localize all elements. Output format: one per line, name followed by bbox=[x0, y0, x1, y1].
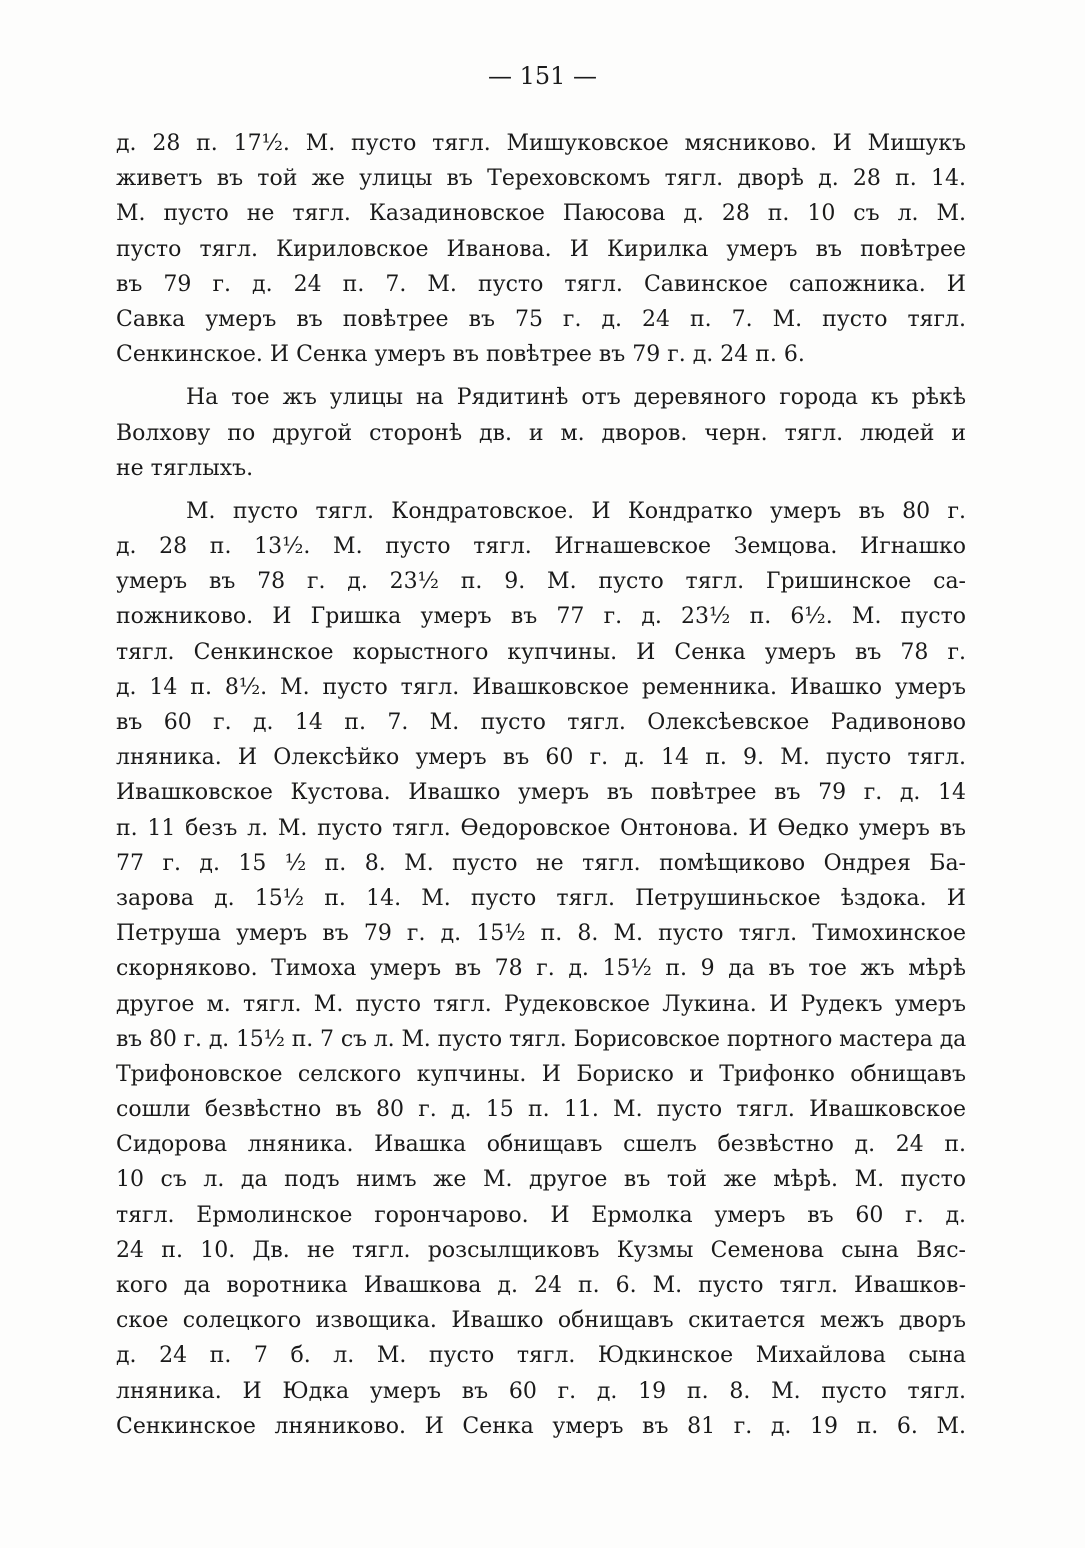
text-line: зарова д. 15½ п. 14. М. пусто тягл. Петрушиньское ѣздока. И bbox=[116, 885, 966, 911]
text-line: тягл. Ермолинское горончарово. И Ермолка умеръ въ 60 г. д. bbox=[116, 1202, 966, 1228]
text-line: Савка умеръ въ повѣтрее въ 75 г. д. 24 п. 7. М. пусто тягл. bbox=[116, 306, 966, 332]
text-line: Волхову по другой сторонѣ дв. и м. дворов. черн. тягл. людей и bbox=[116, 420, 966, 446]
text-line: 24 п. 10. Дв. не тягл. розсылщиковъ Кузмы Семенова сына Вяс- bbox=[116, 1237, 966, 1263]
text-line: въ 80 г. д. 15½ п. 7 съ л. М. пусто тягл. Борисовское портного мастера да bbox=[116, 1026, 966, 1052]
text-line: М. пусто тягл. Кондратовское. И Кондратко умеръ въ 80 г. bbox=[186, 498, 966, 524]
text-line: Петруша умеръ въ 79 г. д. 15½ п. 8. М. пусто тягл. Тимохинское bbox=[116, 921, 966, 947]
text-line: д. 28 п. 17½. М. пусто тягл. Мишуковское мясниково. И Мишукъ bbox=[116, 131, 966, 156]
paragraph bbox=[116, 126, 966, 372]
text-line: Ивашковское Кустова. Ивашко умеръ въ повѣтрее въ 79 г. д. 14 bbox=[116, 780, 966, 806]
page-number: — 151 — bbox=[487, 62, 598, 90]
text-line: не тяглыхъ. bbox=[116, 455, 254, 481]
text-line: Сидорова лняника. Ивашка обнищавъ сшелъ безвѣстно д. 24 п. bbox=[116, 1132, 966, 1158]
text-line: скорняково. Тимоха умеръ въ 78 г. д. 15½ п. 9 да въ тое жъ мѣрѣ bbox=[116, 956, 966, 982]
text-line: д. 24 п. 7 б. л. М. пусто тягл. Юдкинское Михайлова сына bbox=[116, 1343, 966, 1369]
text-line: д. 14 п. 8½. М. пусто тягл. Ивашковское ременника. Ивашко умеръ bbox=[116, 674, 966, 700]
text-line: пожниково. И Гришка умеръ въ 77 г. д. 23½ п. 6½. М. пусто bbox=[116, 604, 966, 630]
text-line: ское солецкого извощика. Ивашко обнищавъ скитается межъ дворъ bbox=[116, 1308, 966, 1334]
text-line: тягл. Сенкинское корыстного купчины. И Сенка умеръ въ 78 г. bbox=[116, 639, 966, 665]
text-line: лняника. И Юдка умеръ въ 60 г. д. 19 п. 8. М. пусто тягл. bbox=[116, 1378, 966, 1404]
text-body bbox=[116, 126, 966, 1444]
text-line: въ 60 г. д. 14 п. 7. М. пусто тягл. Олексѣевское Радивоново bbox=[116, 710, 966, 735]
text-line: На тое жъ улицы на Рядитинѣ отъ деревяного города къ рѣкѣ bbox=[186, 385, 966, 411]
text-line: М. пусто не тягл. Казадиновское Паюсова д. 28 п. 10 съ л. М. bbox=[116, 201, 966, 227]
text-line: живетъ въ той же улицы въ Тереховскомъ тягл. дворѣ д. 28 п. 14. bbox=[116, 166, 966, 192]
text-line: другое м. тягл. М. пусто тягл. Рудековское Лукина. И Рудекъ умеръ bbox=[116, 991, 966, 1017]
paragraph bbox=[116, 380, 966, 486]
text-line: пусто тягл. Кириловское Иванова. И Кирилка умеръ въ повѣтрее bbox=[116, 236, 966, 262]
text-line: сошли безвѣстно въ 80 г. д. 15 п. 11. М. пусто тягл. Ивашковское bbox=[116, 1097, 966, 1123]
text-line: лняника. И Олексѣйко умеръ въ 60 г. д. 14 п. 9. М. пусто тягл. bbox=[116, 745, 966, 771]
text-line: 77 г. д. 15 ½ п. 8. М. пусто не тягл. помѣщиково Ондрея Ба- bbox=[116, 850, 966, 876]
text-line: Сенкинское. И Сенка умеръ въ повѣтрее въ 79 г. д. 24 п. 6. bbox=[116, 342, 805, 368]
text-line: д. 28 п. 13½. М. пусто тягл. Игнашевское Земцова. Игнашко bbox=[116, 534, 966, 560]
text-line: Сенкинское лняниково. И Сенка умеръ въ 81 г. д. 19 п. 6. М. bbox=[116, 1413, 966, 1439]
paragraph bbox=[116, 494, 966, 1444]
text-line: кого да воротника Ивашкова д. 24 п. 6. М. пусто тягл. Ивашков- bbox=[116, 1273, 966, 1298]
text-line: 10 съ л. да подъ нимъ же М. другое въ той же мѣрѣ. М. пусто bbox=[116, 1167, 966, 1193]
text-line: умеръ въ 78 г. д. 23½ п. 9. М. пусто тягл. Гришинское са- bbox=[116, 569, 966, 595]
text-line: въ 79 г. д. 24 п. 7. М. пусто тягл. Савинское сапожника. И bbox=[116, 271, 966, 297]
text-line: Трифоновское селского купчины. И Бориско и Трифонко обнищавъ bbox=[116, 1061, 966, 1087]
text-line: п. 11 безъ л. М. пусто тягл. Ѳедоровское Онтонова. И Ѳедко умеръ въ bbox=[116, 815, 966, 841]
